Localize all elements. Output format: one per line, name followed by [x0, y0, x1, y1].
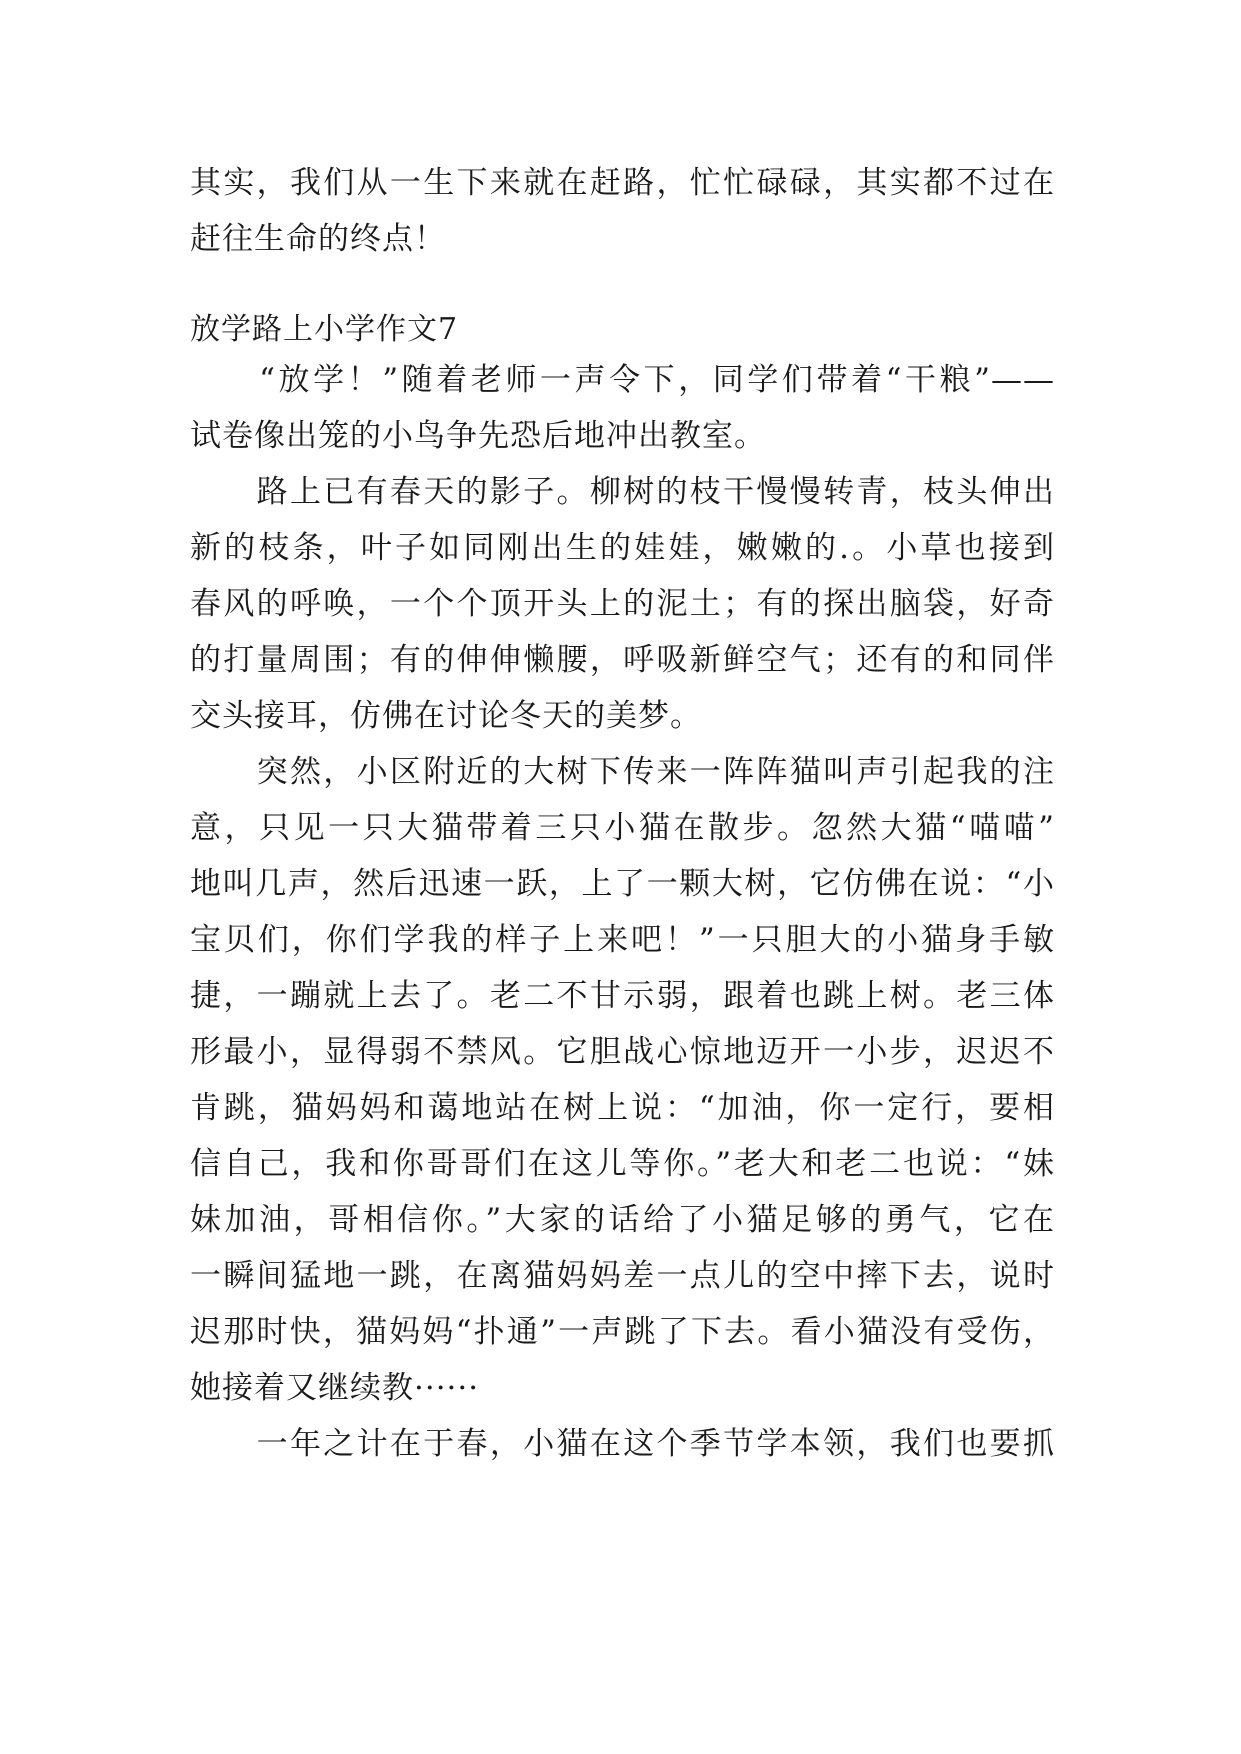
body-line: 信自己，我和你哥哥们在这儿等你。”老大和老二也说：“妹	[190, 1146, 1055, 1182]
body-line: 捷，一蹦就上去了。老二不甘示弱，跟着也跳上树。老三体	[190, 978, 1055, 1014]
intro-line: 赶往生命的终点！	[190, 221, 446, 257]
body-line: 春风的呼唤，一个个顶开头上的泥土；有的探出脑袋，好奇	[190, 586, 1055, 622]
body-line: 试卷像出笼的小鸟争先恐后地冲出教室。	[190, 418, 766, 454]
body-line: 意，只见一只大猫带着三只小猫在散步。忽然大猫“喵喵”	[190, 810, 1055, 846]
body-line: “放学！”随着老师一声令下，同学们带着“干粮”——	[190, 362, 1055, 398]
body-line: 一瞬间猛地一跳，在离猫妈妈差一点儿的空中摔下去，说时	[190, 1258, 1055, 1294]
body-line: 宝贝们，你们学我的样子上来吧！”一只胆大的小猫身手敏	[190, 922, 1055, 958]
body-line: 她接着又继续教······	[190, 1370, 480, 1406]
body-line: 地叫几声，然后迅速一跃，上了一颗大树，它仿佛在说：“小	[190, 866, 1055, 902]
body-line: 肯跳，猫妈妈和蔼地站在树上说：“加油，你一定行，要相	[190, 1090, 1055, 1126]
section-title: 放学路上小学作文7	[190, 312, 459, 347]
body-line: 妹加油，哥相信你。”大家的话给了小猫足够的勇气，它在	[190, 1202, 1055, 1238]
body-line: 的打量周围；有的伸伸懒腰，呼吸新鲜空气；还有的和同伴	[190, 642, 1055, 678]
body-line: 交头接耳，仿佛在讨论冬天的美梦。	[190, 698, 702, 734]
body-line: 迟那时快，猫妈妈“扑通”一声跳了下去。看小猫没有受伤，	[190, 1314, 1055, 1350]
body-line: 突然，小区附近的大树下传来一阵阵猫叫声引起我的注	[190, 754, 1055, 790]
body-line: 路上已有春天的影子。柳树的枝干慢慢转青，枝头伸出	[190, 474, 1055, 510]
body-line: 一年之计在于春，小猫在这个季节学本领，我们也要抓	[190, 1426, 1055, 1462]
body-line: 形最小，显得弱不禁风。它胆战心惊地迈开一小步，迟迟不	[190, 1034, 1055, 1070]
intro-line: 其实，我们从一生下来就在赶路，忙忙碌碌，其实都不过在	[190, 165, 1055, 201]
body-line: 新的枝条，叶子如同刚出生的娃娃，嫩嫩的.。小草也接到	[190, 530, 1055, 566]
